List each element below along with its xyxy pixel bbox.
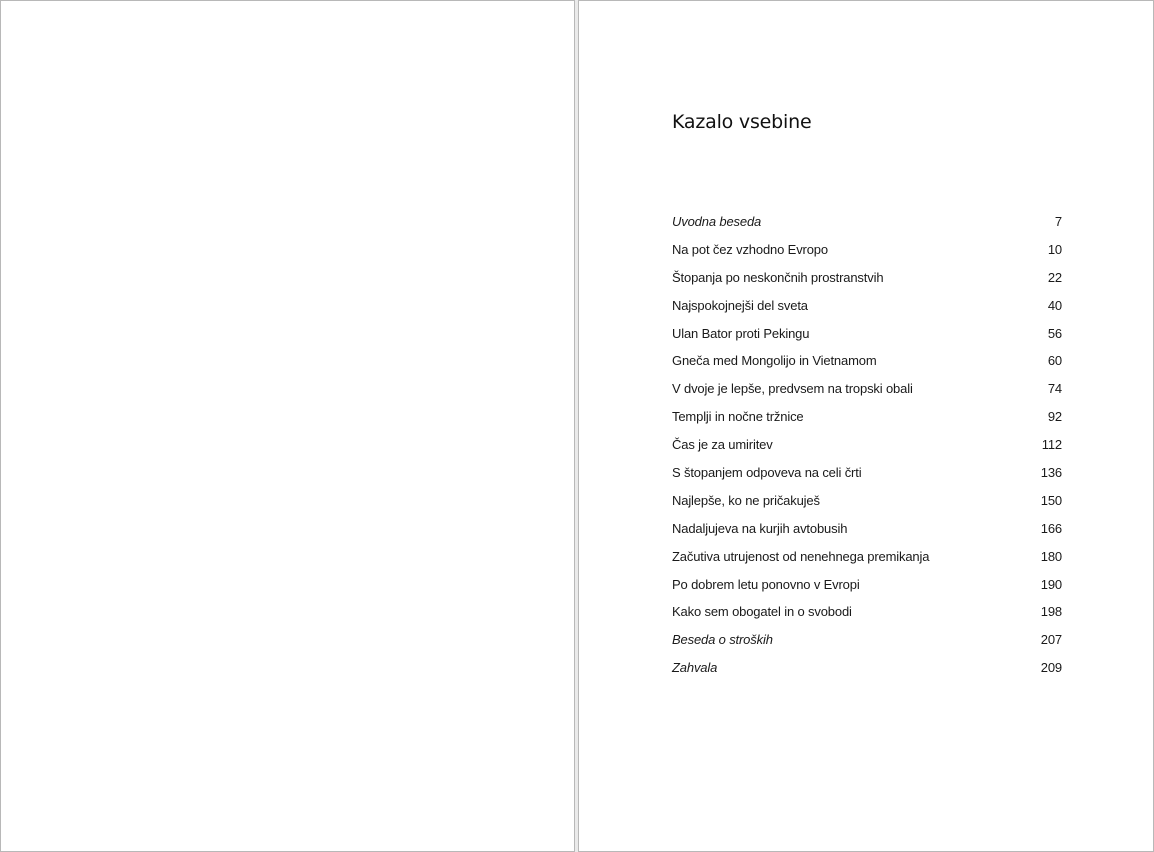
toc-entry [672,353,1062,381]
toc-entry [672,242,1062,270]
toc-entry-label: Najlepše, ko ne pričakuješ [672,492,820,508]
toc-entry-label: Ulan Bator proti Pekingu [672,325,810,341]
toc-entry-page-number: 112 [1041,437,1062,453]
toc-entry [672,326,1062,354]
toc-entry-page-number: 40 [1047,297,1062,313]
toc-entry-page-number: 10 [1047,241,1062,257]
toc-entry-label: V dvoje je lepše, predvsem na tropski obali [672,381,913,397]
toc-entry-page-number: 74 [1047,381,1062,397]
toc-entry [672,214,1062,242]
toc-entry-page-number: 209 [1040,660,1062,676]
toc-entry [672,381,1062,409]
toc-entry-label: Templji in nočne tržnice [672,409,804,425]
toc-entry [672,604,1062,632]
toc-entry [672,437,1062,465]
toc-entry-label: Začutiva utrujenost od nenehnega premikanja [672,548,930,564]
toc-entry-label: Kako sem obogatel in o svobodi [672,604,852,620]
toc-entry [672,521,1062,549]
toc-entry [672,465,1062,493]
toc-entry-label: Uvodna beseda [672,214,762,229]
toc-entry-label: Na pot čez vzhodno Evropo [672,241,828,257]
toc-entry-page-number: 166 [1040,520,1062,536]
toc-entry-page-number: 198 [1040,604,1062,620]
toc-entry [672,549,1062,577]
toc-entry-label: Najspokojnejši del sveta [672,297,808,313]
toc-entry [672,577,1062,605]
toc-entry-label: Nadaljujeva na kurjih avtobusih [672,520,848,536]
toc-entry-page-number: 7 [1054,214,1062,229]
toc-entry-label: S štopanjem odpoveva na celi črti [672,465,862,481]
toc-entry [672,660,1062,688]
toc-entry-label: Beseda o stroških [672,632,773,648]
toc-entry-page-number: 22 [1047,269,1062,285]
right-page [578,0,1154,852]
toc-entry-page-number: 56 [1047,325,1062,341]
toc-entry-label: Gneča med Mongolijo in Vietnamom [672,353,877,369]
toc-entry-page-number: 150 [1040,492,1062,508]
left-page [0,0,575,852]
toc-entry-page-number: 180 [1040,548,1062,564]
toc-entry-label: Zahvala [672,660,718,676]
toc-entry-page-number: 60 [1047,353,1062,369]
toc-entry-page-number: 207 [1040,632,1062,648]
toc-entry [672,298,1062,326]
toc-entry [672,409,1062,437]
toc-entry-page-number: 136 [1040,465,1062,481]
toc-title: Kazalo vsebine [672,111,812,133]
toc-entry-label: Čas je za umiritev [672,437,773,453]
toc-entry-label: Štopanja po neskončnih prostranstvih [672,269,884,285]
toc-entry [672,632,1062,660]
toc-entry [672,270,1062,298]
toc-entry-label: Po dobrem letu ponovno v Evropi [672,576,860,592]
toc-entry-page-number: 190 [1040,576,1062,592]
toc-entry [672,493,1062,521]
toc-list [672,214,1062,688]
toc-entry-page-number: 92 [1047,409,1062,425]
